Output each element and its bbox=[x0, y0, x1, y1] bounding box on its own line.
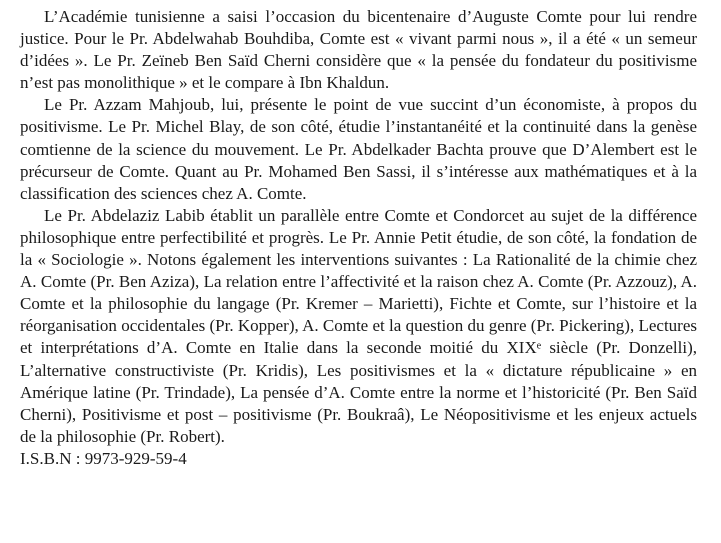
paragraph-intro: L’Académie tunisienne a saisi l’occasion du bicentenaire d’Auguste Comte pour lui rendre justice. Pour le Pr. Abdelwahab Bouhdiba, Comte est « vivant parmi nous », il a été « un semeur d’idées ». Le Pr. Zeïneb Ben Saïd Cherni considère que « la pensée du fondateur du positivisme n’est pas monolithique » et le compare à Ibn Khaldun. bbox=[20, 7, 697, 93]
isbn-line: I.S.B.N : 9973-929-59-4 bbox=[20, 448, 187, 468]
paragraph-contributions: Le Pr. Azzam Mahjoub, lui, présente le point de vue succint d’un économiste, à propos du positivisme. Le Pr. Michel Blay, de son côté, étudie l’instantanéité et la continuité dans la genèse comtienne de la science du mouvement. Le Pr. Abdelkader Bachta prouve que D’Alembert est le précurseur de Comte. Quant au Pr. Mohamed Ben Sassi, il s’intéresse aux mathématiques et à la classification des sciences chez A. Comte. bbox=[20, 95, 697, 203]
paragraph-interventions: Le Pr. Abdelaziz Labib établit un parallèle entre Comte et Condorcet au sujet de la différence philosophique entre perfectibilité et progrès. Le Pr. Annie Petit étudie, de son côté, la fondation de la « Sociologie ». Notons également les interventions suivantes : La Rationalité de la chimie chez A. Comte (Pr. Ben Aziza), La relation entre l’affectivité et la raison chez A. Comte (Pr. Azzouz), A. Comte et la philosophie du langage (Pr. Kremer – Marietti), Fichte et Comte, sur l’histoire et la réorganisation occidentales (Pr. Kopper), A. Comte et la question du genre (Pr. Pickering), Lectures et interprétations d’A. Comte en Italie dans la seconde moitié du XIXᵉ siècle (Pr. Donzelli), L’alternative constructiviste (Pr. Kridis), Les positivismes et la « dictature républicaine » en Amérique latine (Pr. Trindade), La pensée d’A. Comte entre la norme et l’historicité (Pr. Ben Saïd Cherni), Positivisme et post – positivisme (Pr. Boukraâ), Le Néopositivisme et les enjeux actuels de la philosophie (Pr. Robert). bbox=[20, 205, 697, 446]
